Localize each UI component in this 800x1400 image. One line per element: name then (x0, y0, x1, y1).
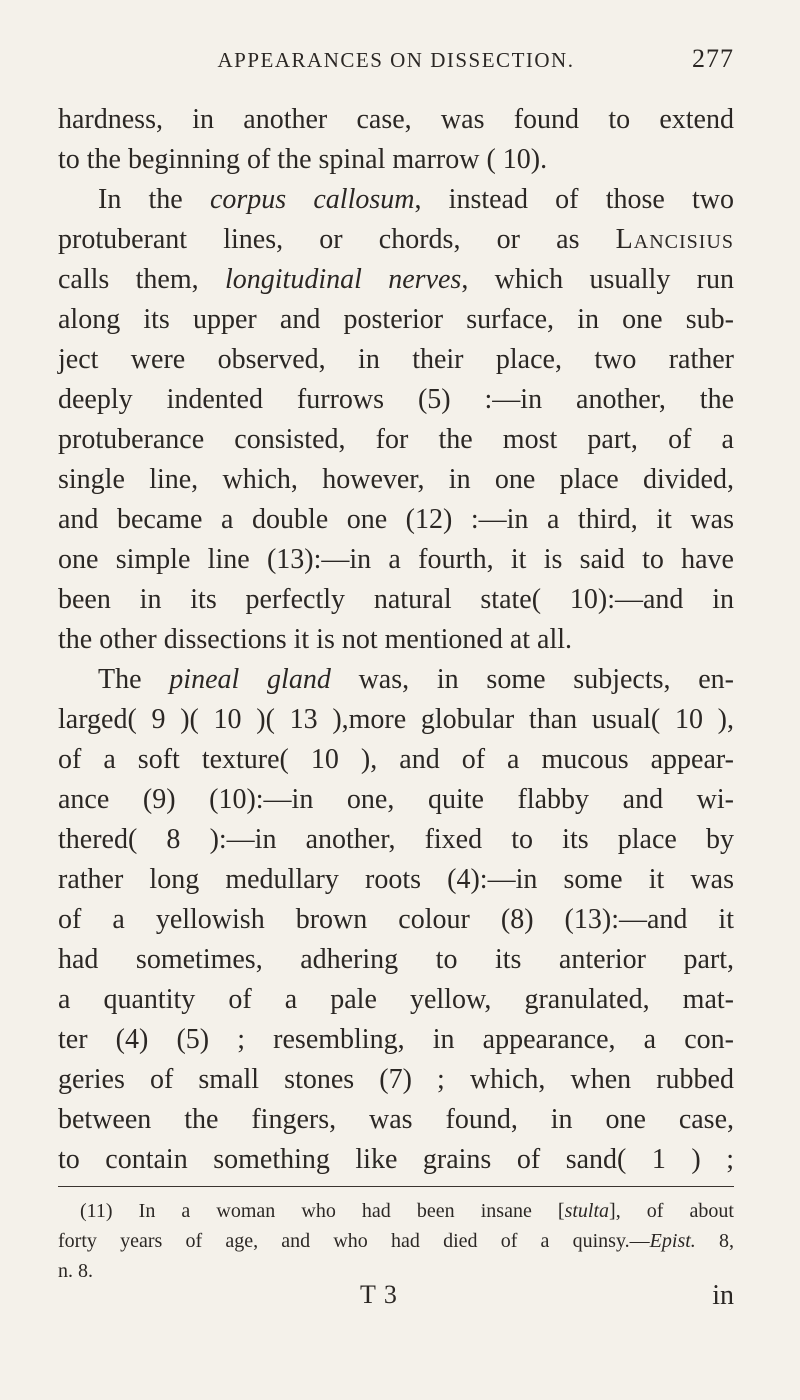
signature-mark: T 3 (360, 1280, 398, 1309)
text-line: one simple line (13):—in a fourth, it is said to have (58, 544, 734, 575)
footnote-rule (58, 1186, 734, 1187)
text-line: been in its perfectly natural state( 10):—and in (58, 584, 734, 615)
body-text (58, 100, 734, 1180)
text-line: to contain something like grains of sand( 1 ) ; (58, 1144, 734, 1175)
running-title: APPEARANCES ON DISSECTION. (217, 48, 575, 72)
footnote-line: n. 8. (58, 1260, 93, 1282)
text-line: calls them, longitudinal nerves, which usually run (58, 264, 735, 295)
footnote-line: (11) In a woman who had been insane [stulta], of about (80, 1200, 734, 1222)
text-line: deeply indented furrows (5) :—in another, the (58, 384, 734, 415)
citation: Epist. (649, 1230, 696, 1252)
text-line: protuberance consisted, for the most part, of a (58, 424, 734, 455)
text-line: the other dissections it is not mentioned at all. (58, 624, 573, 655)
text-line: ject were observed, in their place, two rather (58, 344, 734, 375)
text-line: hardness, in another case, was found to extend (58, 104, 734, 135)
text-line: and became a double one (12) :—in a third, it was (58, 504, 734, 535)
text-line: to the beginning of the spinal marrow ( 10). (58, 144, 548, 175)
text-line: thered( 8 ):—in another, fixed to its place by (58, 824, 734, 855)
text-line: rather long medullary roots (4):—in some it was (58, 864, 734, 895)
text-line: protuberant lines, or chords, or as Lancisius (58, 224, 734, 255)
latin-term: pineal gland (169, 664, 331, 695)
text-line: single line, which, however, in one place divided, (58, 464, 734, 495)
text-line: larged( 9 )( 10 )( 13 ),more globular than usual( 10 ), (58, 704, 734, 735)
author-name: Lancisius (615, 224, 734, 255)
text-line: ance (9) (10):—in one, quite flabby and wi- (58, 784, 734, 815)
text-line: a quantity of a pale yellow, granulated, mat- (58, 984, 734, 1015)
latin-term: stulta (564, 1200, 610, 1222)
text-line: between the fingers, was found, in one case, (58, 1104, 734, 1135)
text-line: had sometimes, adhering to its anterior part, (58, 944, 734, 975)
text-line: The pineal gland was, in some subjects, en- (98, 664, 735, 695)
page-number: 277 (692, 44, 734, 73)
catchword: in (712, 1280, 734, 1311)
text-line: of a yellowish brown colour (8) (13):—and it (58, 904, 734, 935)
latin-term: longitudinal nerves (225, 264, 462, 295)
text-line: geries of small stones (7) ; which, when rubbed (58, 1064, 734, 1095)
latin-term: corpus callosum (209, 184, 415, 215)
page-header (58, 44, 734, 84)
footnote-line: forty years of age, and who had died of a quinsy.—Epist. 8, (58, 1230, 734, 1252)
text-line: of a soft texture( 10 ), and of a mucous appear- (58, 744, 734, 775)
text-line: ter (4) (5) ; resembling, in appearance, a con- (58, 1024, 734, 1055)
footnote (58, 1196, 734, 1286)
text-line: along its upper and posterior surface, in one sub- (58, 304, 734, 335)
text-line: In the corpus callosum, instead of those two (98, 184, 735, 215)
